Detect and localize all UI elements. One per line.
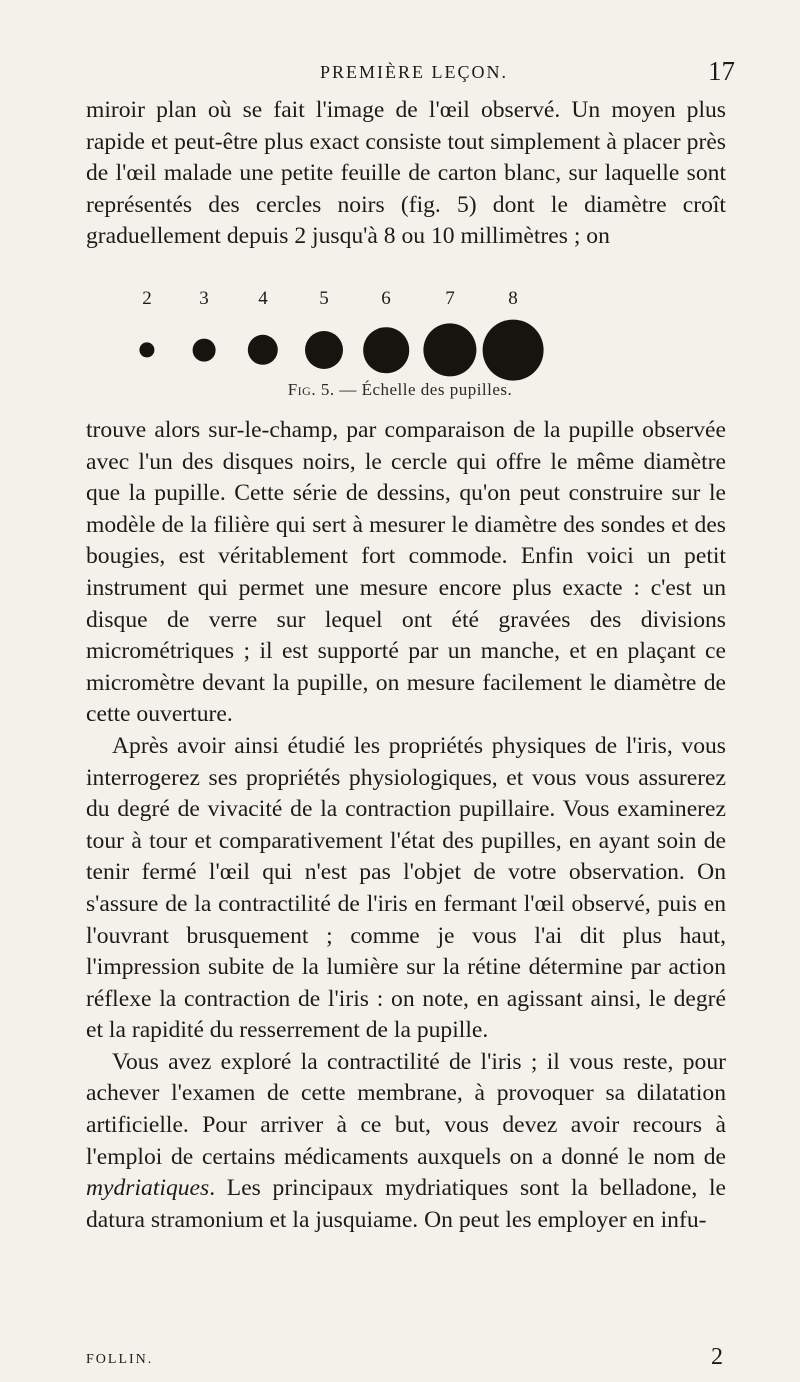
- pupil-disc-7: [423, 323, 476, 376]
- figure-label-8: 8: [508, 288, 518, 309]
- paragraph-1: miroir plan où se fait l'image de l'œil observé. Un moyen plus rapide et peut-être plus exact consiste tout simplement à placer près de l'œil malade une petite feuille de carton blanc, sur laquelle sont représentés des cercles noirs (fig. 5) dont le diamètre croît graduellement depuis 2 jusqu'à 8 ou 10 millimètres ; on: [86, 97, 726, 250]
- pupil-disc-5: [305, 331, 343, 369]
- signature-mark: 2: [711, 1344, 723, 1370]
- figure-label-6: 6: [381, 288, 391, 309]
- figure-label-2: 2: [142, 288, 152, 309]
- paragraph-2: trouve alors sur-le-champ, par comparaison de la pupille observée avec l'un des disques noirs, le cercle qui offre le même diamètre que la pupille. Cette série de dessins, qu'on peut construire sur le modèle de la filière qui sert à mesurer le diamètre des sondes et des bougies, est véritablement fort commode. Enfin voici un petit instrument qui permet une mesure encore plus exacte : c'est un disque de verre sur lequel ont été gravées des divisions micrométriques ; il est supporté par un manche, et en plaçant ce micromètre devant la pupille, on mesure facilement le diamètre de cette ouverture.: [86, 417, 726, 728]
- pupil-disc-8: [483, 320, 544, 381]
- figure-caption-text: — Échelle des pupilles.: [334, 380, 513, 399]
- figure-label-5: 5: [319, 288, 329, 309]
- running-title: PREMIÈRE LEÇON.: [320, 62, 509, 82]
- body-text: [86, 415, 726, 1236]
- figure-label-7: 7: [445, 288, 455, 309]
- pupil-disc-2: [139, 342, 154, 357]
- paragraph-4-end: . Les principaux mydriatiques sont la belladone, le datura stramonium et la jusquiame. On peut les employer en infu-: [86, 1175, 726, 1233]
- figure-label-3: 3: [199, 288, 209, 309]
- paragraph-4: [86, 1047, 726, 1237]
- page-header: [0, 56, 800, 92]
- figure-pupil-scale: [0, 288, 800, 428]
- page-number: 17: [708, 56, 735, 86]
- page-footer: [0, 1344, 800, 1376]
- term-mydriatiques: mydriatiques: [86, 1175, 210, 1202]
- pupil-disc-4: [248, 335, 278, 365]
- figure-caption-number: Fig. 5.: [287, 380, 335, 399]
- figure-label-4: 4: [258, 288, 268, 309]
- paragraph-3: Après avoir ainsi étudié les propriétés physiques de l'iris, vous interrogerez ses propriétés physiologiques, et vous vous assurerez du degré de vivacité de la contraction pupillaire. Vous examinerez tour à tour et comparativement l'état des pupilles, en ayant soin de tenir fermé l'œil qui n'est pas l'objet de votre observation. On s'assure de la contractilité de l'iris en fermant l'œil observé, puis en l'ouvrant brusquement ; comme je vous l'ai dit plus haut, l'impression subite de la lumière sur la rétine détermine par action réflexe la contraction de l'iris : on note, en agissant ainsi, le degré et la rapidité du resserrement de la pupille.: [86, 732, 726, 1044]
- printer-signature: FOLLIN.: [86, 1352, 154, 1367]
- pupil-disc-6: [363, 327, 409, 373]
- paragraph-4-start: Vous avez exploré la contractilité de l'iris ; il vous reste, pour achever l'examen de cette membrane, à provoquer sa dilatation artificielle. Pour arriver à ce but, vous devez avoir recours à l'emploi de certains médicaments auxquels on a donné le nom de: [86, 1048, 726, 1170]
- pupil-disc-3: [193, 339, 216, 362]
- figure-caption: [0, 380, 800, 400]
